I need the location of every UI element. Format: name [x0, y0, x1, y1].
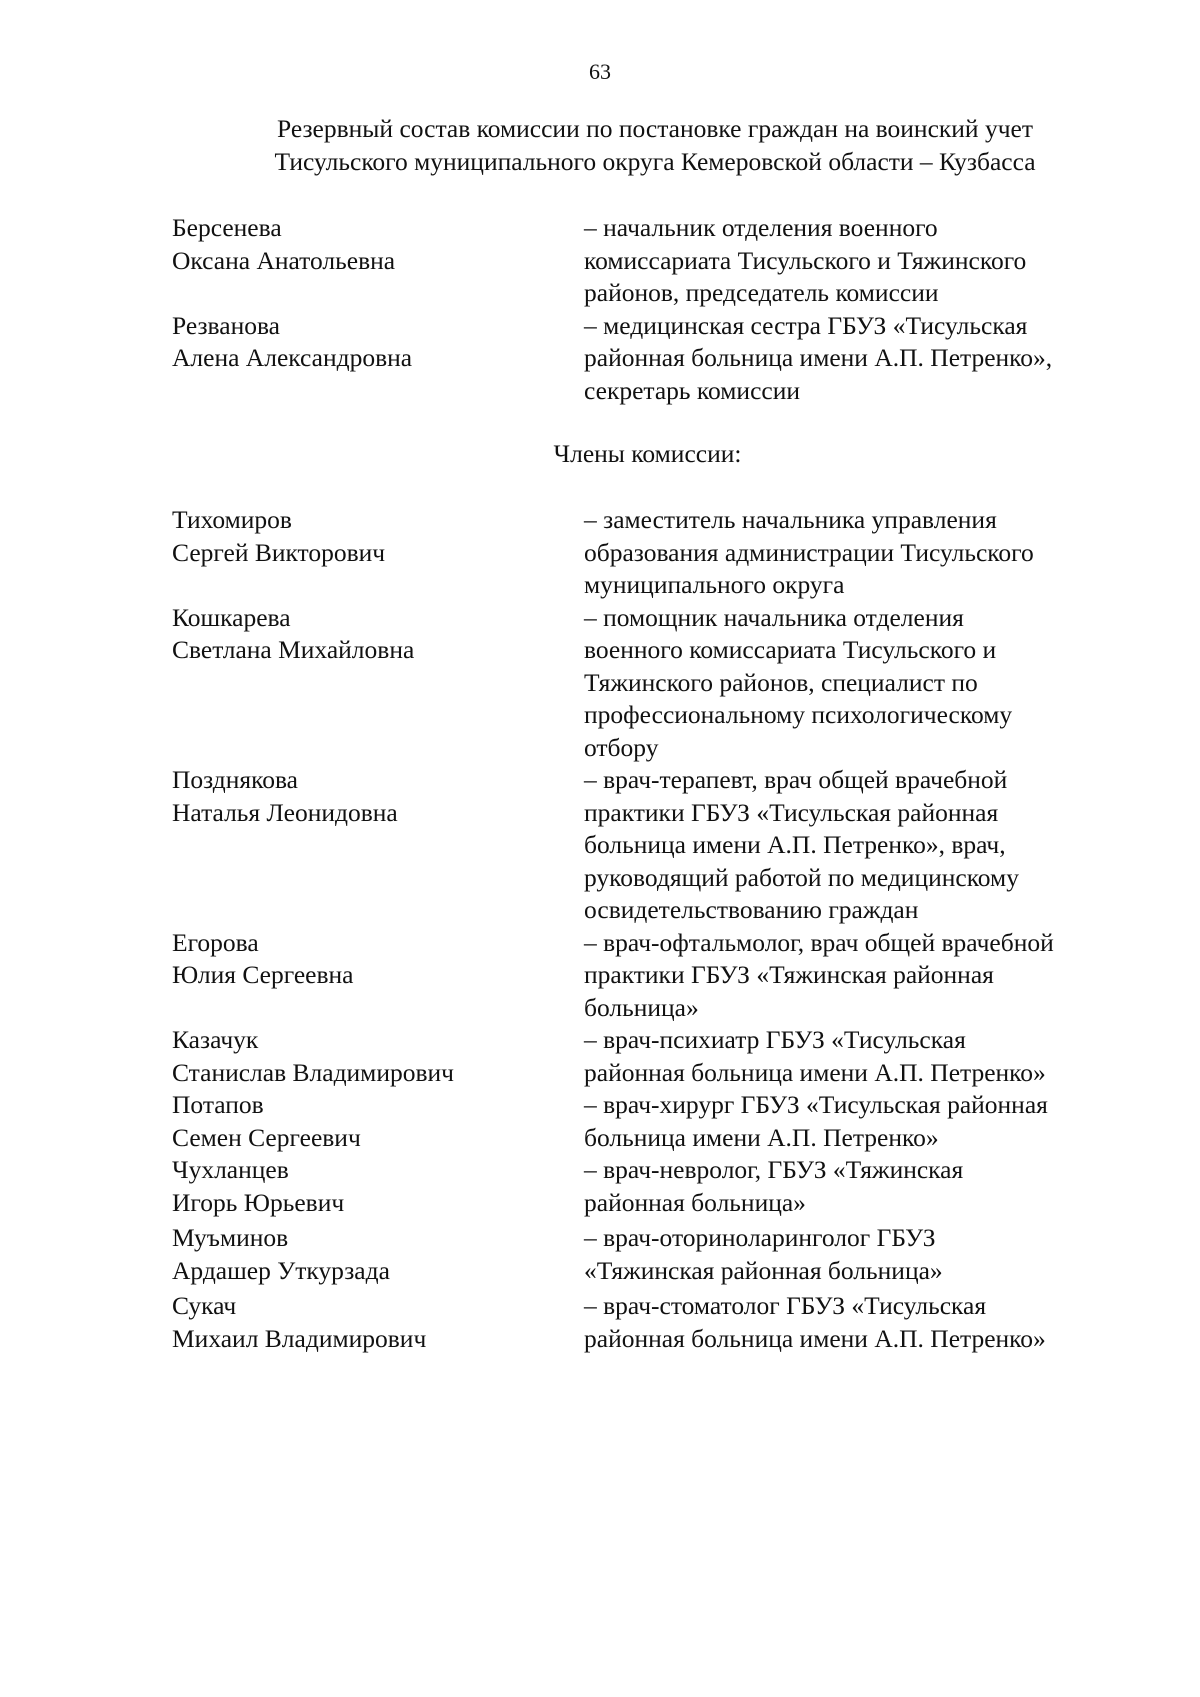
- role-line: районная больница имени А.П. Петренко»: [584, 1323, 1046, 1353]
- person-role: [584, 1290, 1132, 1355]
- person-role: [584, 1089, 1132, 1154]
- name-given: Семен Сергеевич: [172, 1122, 361, 1152]
- role-line: районная больница имени А.П. Петренко»: [584, 1057, 1046, 1087]
- role-line: больница имени А.П. Петренко»: [584, 1122, 939, 1152]
- person-name: [172, 212, 584, 277]
- commission-entry: [172, 1154, 1132, 1219]
- name-given: Ардашер Уткурзада: [172, 1255, 390, 1285]
- person-name: [172, 764, 584, 829]
- commission-entry: [172, 310, 1132, 408]
- commission-entry: [172, 927, 1132, 1025]
- role-line: – врач-невролог, ГБУЗ «Тяжинская: [584, 1155, 964, 1184]
- role-line: – врач-терапевт, врач общей врачебной: [584, 765, 1008, 794]
- commission-entry: [172, 764, 1132, 927]
- role-line: – врач-хирург ГБУЗ «Тисульская районная: [584, 1090, 1048, 1119]
- name-surname: Резванова: [172, 310, 280, 340]
- name-surname: Кошкарева: [172, 602, 291, 632]
- name-surname: Казачук: [172, 1025, 259, 1054]
- role-line: «Тяжинская районная больница»: [584, 1255, 943, 1285]
- role-line: – врач-стоматолог ГБУЗ «Тисульская: [584, 1291, 987, 1320]
- title-line: Тисульского муниципального округа Кемеровской области – Кузбасса: [274, 146, 1036, 176]
- person-name: [172, 602, 584, 667]
- role-line: освидетельствованию граждан: [584, 895, 919, 924]
- name-surname: Тихомиров: [172, 505, 292, 534]
- person-name: [172, 1290, 584, 1355]
- name-given: Михаил Владимирович: [172, 1323, 427, 1353]
- members-heading: Члены комиссии:: [553, 439, 742, 468]
- page-number: 63: [589, 59, 611, 84]
- role-line: – врач-оториноларинголог ГБУЗ: [584, 1223, 936, 1252]
- role-line: отбору: [584, 732, 659, 762]
- commission-entry: [172, 212, 1132, 310]
- role-line: руководящий работой по медицинскому: [584, 862, 1019, 892]
- person-role: [584, 212, 1132, 310]
- person-name: [172, 927, 584, 992]
- person-role: [584, 602, 1132, 765]
- role-line: Тяжинского районов, специалист по: [584, 667, 978, 697]
- role-line: районов, председатель комиссии: [584, 278, 939, 307]
- role-line: комиссариата Тисульского и Тяжинского: [584, 245, 1027, 275]
- commission-entry: [172, 1089, 1132, 1154]
- role-line: – врач-психиатр ГБУЗ «Тисульская: [584, 1025, 966, 1054]
- role-line: профессиональному психологическому: [584, 700, 1013, 729]
- title-line: Резервный состав комиссии по постановке граждан на воинский учет: [276, 114, 1033, 143]
- name-surname: Берсенева: [172, 213, 282, 242]
- name-given: Наталья Леонидовна: [172, 797, 398, 827]
- person-name: [172, 504, 584, 569]
- person-role: [584, 764, 1132, 927]
- name-given: Оксана Анатольевна: [172, 245, 396, 275]
- person-role: [584, 1154, 1132, 1219]
- role-line: – помощник начальника отделения: [584, 602, 964, 632]
- role-line: военного комиссариата Тисульского и: [584, 635, 997, 664]
- person-role: [584, 927, 1132, 1025]
- members-list: [172, 504, 1132, 1355]
- role-line: секретарь комиссии: [584, 375, 801, 405]
- leadership-list: [172, 212, 1132, 407]
- role-line: – врач-офтальмолог, врач общей врачебной: [584, 927, 1054, 957]
- name-given: Станислав Владимирович: [172, 1057, 454, 1087]
- role-line: образования администрации Тисульского: [584, 537, 1034, 567]
- person-name: [172, 1089, 584, 1154]
- name-given: Алена Александровна: [172, 343, 413, 372]
- name-surname: Чухланцев: [172, 1155, 289, 1184]
- person-role: [584, 1024, 1132, 1089]
- name-given: Сергей Викторович: [172, 537, 386, 567]
- name-surname: Потапов: [172, 1090, 264, 1119]
- person-name: [172, 1154, 584, 1219]
- name-surname: Сукач: [172, 1291, 237, 1320]
- role-line: муниципального округа: [584, 570, 845, 599]
- name-given: Светлана Михайловна: [172, 635, 415, 664]
- person-name: [172, 310, 584, 375]
- person-role: [584, 1222, 1132, 1287]
- role-line: районная больница имени А.П. Петренко»,: [584, 343, 1053, 372]
- role-line: практики ГБУЗ «Тисульская районная: [584, 797, 999, 827]
- commission-entry: [172, 1290, 1132, 1355]
- role-line: практики ГБУЗ «Тяжинская районная: [584, 960, 994, 989]
- role-line: районная больница»: [584, 1187, 806, 1217]
- role-line: – медицинская сестра ГБУЗ «Тисульская: [584, 310, 1028, 340]
- role-line: больница имени А.П. Петренко», врач,: [584, 830, 1006, 859]
- name-given: Игорь Юрьевич: [172, 1187, 345, 1217]
- role-line: – начальник отделения военного: [584, 213, 938, 242]
- name-surname: Егорова: [172, 927, 259, 957]
- role-line: – заместитель начальника управления: [584, 505, 997, 534]
- name-given: Юлия Сергеевна: [172, 960, 354, 989]
- commission-entry: [172, 1222, 1132, 1287]
- commission-entry: [172, 504, 1132, 602]
- name-surname: Позднякова: [172, 765, 298, 794]
- commission-entry: [172, 602, 1132, 765]
- document-title: [180, 113, 1130, 178]
- person-name: [172, 1222, 584, 1287]
- person-name: [172, 1024, 584, 1089]
- role-line: больница»: [584, 992, 699, 1022]
- commission-entry: [172, 1024, 1132, 1089]
- person-role: [584, 504, 1132, 602]
- name-surname: Муъминов: [172, 1223, 289, 1252]
- person-role: [584, 310, 1132, 408]
